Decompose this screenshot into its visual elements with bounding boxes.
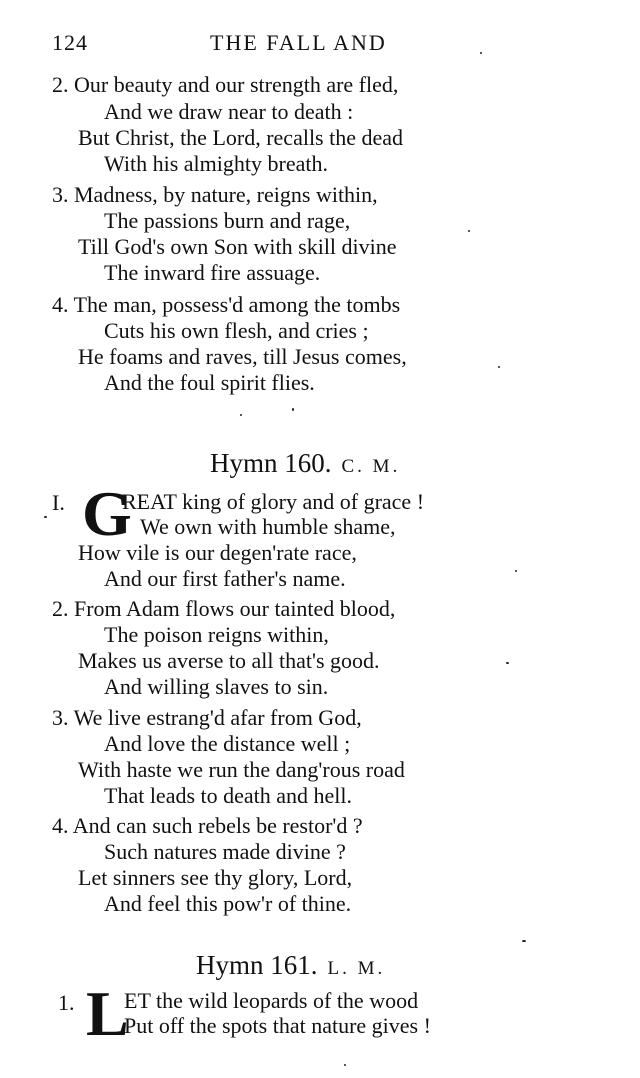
verse-line: 4. And can such rebels be restor'd ?	[52, 813, 363, 838]
verse-line: Such natures made divine ?	[104, 839, 346, 864]
hymn-title-text: Hymn 160.	[210, 448, 332, 478]
verse-line: REAT king of glory and of grace !	[122, 489, 425, 514]
hymn-160-title	[210, 448, 400, 482]
hymn-meter: L. M.	[327, 958, 386, 979]
drop-cap: G	[82, 478, 132, 549]
scan-speck	[515, 570, 517, 572]
hymn-meter: C. M.	[341, 456, 401, 477]
verse-line: 2. Our beauty and our strength are fled,	[52, 72, 399, 97]
verse-line: Let sinners see thy glory, Lord,	[78, 865, 353, 890]
scan-speck	[506, 662, 509, 664]
scan-speck	[292, 408, 294, 411]
verse-line: With his almighty breath.	[104, 151, 328, 176]
hymn-title-text: Hymn 161.	[196, 950, 318, 980]
scan-speck	[44, 516, 47, 518]
stanza-number: I.	[52, 490, 65, 515]
stanza-number: 1.	[58, 990, 75, 1015]
running-head: THE FALL AND	[210, 30, 387, 55]
verse-line: And the foul spirit flies.	[104, 370, 315, 395]
verse-line: 2. From Adam flows our tainted blood,	[52, 596, 396, 621]
verse-line: With haste we run the dang'rous road	[78, 757, 405, 782]
verse-line: The poison reigns within,	[104, 622, 329, 647]
verse-line: And love the distance well ;	[104, 731, 351, 756]
page-header	[52, 30, 612, 60]
verse-line: The passions burn and rage,	[104, 208, 351, 233]
verse-line: And feel this pow'r of thine.	[104, 891, 352, 916]
verse-line: Till God's own Son with skill divine	[78, 234, 397, 259]
scan-speck	[240, 414, 242, 416]
scan-speck	[344, 1064, 346, 1066]
verse-line: That leads to death and hell.	[104, 783, 353, 808]
stanza-number: 4.	[52, 813, 69, 838]
stanza-number: 4.	[52, 292, 69, 317]
stanza-number: 3.	[52, 705, 69, 730]
stanza-number: 3.	[52, 182, 69, 207]
verse-line: ET the wild leopards of the wood	[124, 988, 419, 1013]
verse-line: We own with humble shame,	[140, 514, 396, 539]
page-number: 124	[52, 30, 88, 55]
verse-line: The inward fire assuage.	[104, 260, 321, 285]
verse-line: Put off the spots that nature gives !	[124, 1013, 431, 1038]
hymn-161-title	[196, 950, 385, 984]
scan-speck	[480, 52, 482, 54]
scan-speck	[522, 940, 526, 942]
verse-line: And our first father's name.	[104, 566, 346, 591]
verse-line: 4. The man, possess'd among the tombs	[52, 292, 401, 317]
verse-line: 3. Madness, by nature, reigns within,	[52, 182, 378, 207]
stanza-number: 2.	[52, 72, 69, 97]
verse-line: 3. We live estrang'd afar from God,	[52, 705, 362, 730]
verse-line: Cuts his own flesh, and cries ;	[104, 318, 369, 343]
scan-speck	[498, 366, 500, 368]
stanza-number: 2.	[52, 596, 69, 621]
verse-line: Makes us averse to all that's good.	[78, 648, 380, 673]
verse-line: How vile is our degen'rate race,	[78, 540, 357, 565]
scan-speck	[468, 230, 470, 232]
verse-line: He foams and raves, till Jesus comes,	[78, 344, 407, 369]
verse-line: And we draw near to death :	[104, 99, 354, 124]
verse-line: And willing slaves to sin.	[104, 674, 329, 699]
verse-line: But Christ, the Lord, recalls the dead	[78, 125, 404, 150]
drop-cap: L	[86, 978, 129, 1049]
